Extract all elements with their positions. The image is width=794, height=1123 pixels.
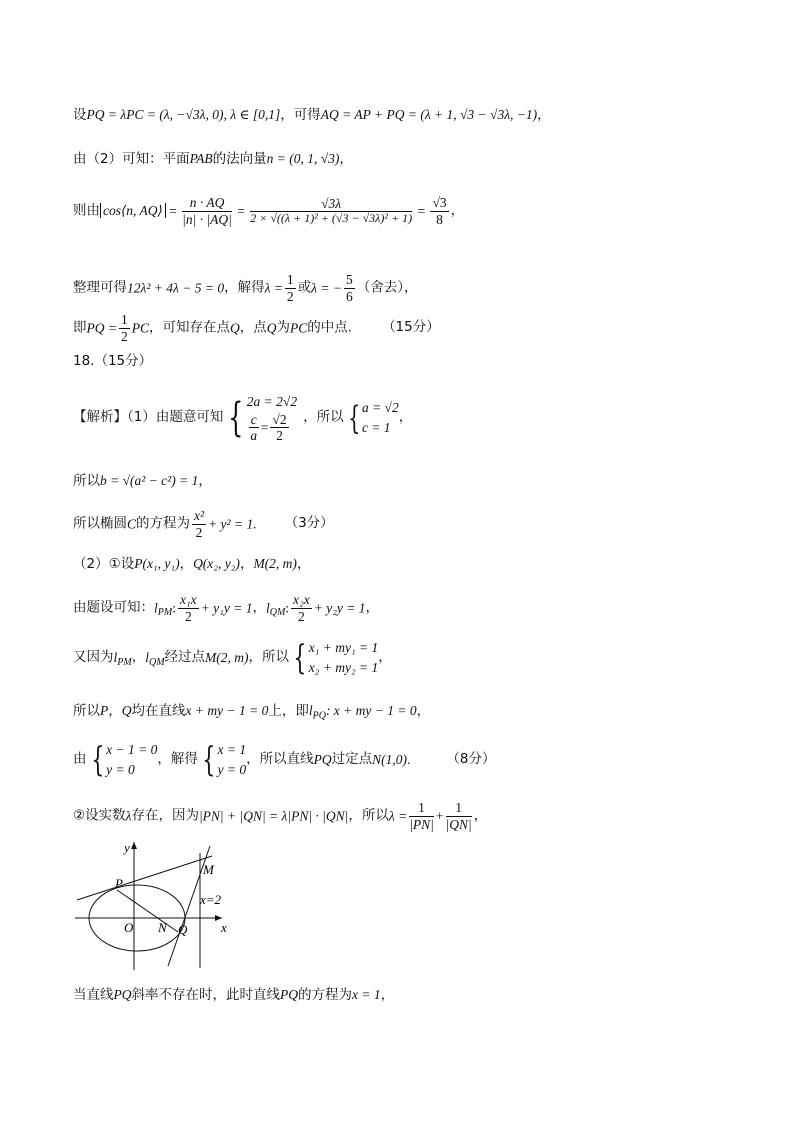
line-2 (73, 152, 353, 167)
line-4 (73, 272, 418, 304)
math-expr: λ = (388, 808, 408, 824)
label-y: y (124, 840, 130, 855)
text: ， (131, 648, 146, 665)
text: 或 (297, 279, 312, 296)
denominator: |PN| (409, 816, 434, 832)
math-expr: + y₁y = 1 (200, 600, 253, 616)
denominator: 6 (346, 288, 353, 304)
math-expr: AQ = AP + PQ = (λ + 1, √3 − √3λ, −1) (320, 107, 538, 122)
denominator: 2 × √((λ + 1)² + (√3 − √3λ)² + 1) (250, 211, 413, 226)
text: （2）①设 (73, 556, 135, 572)
math-expr: x = 1 (352, 987, 381, 1002)
line-15 (73, 800, 487, 832)
math-expr: PQ (313, 751, 332, 767)
equals: = (260, 419, 269, 435)
subscript: PM (117, 656, 132, 668)
text: ， (398, 409, 413, 426)
math-expr: PAB (189, 151, 213, 166)
text: 由题设可知： (73, 599, 154, 616)
label-q: Q (178, 922, 188, 937)
math-expr: λ (125, 808, 132, 824)
math-expr: cos⟨n, AQ⟩ (100, 203, 166, 218)
numerator: x₁x (179, 592, 197, 607)
denominator: |n| · |AQ| (182, 211, 232, 227)
fraction (182, 195, 232, 227)
equation: a = √2 (361, 400, 399, 416)
text: ， (473, 807, 488, 824)
denominator: |QN| (445, 816, 472, 832)
text: ， (252, 599, 266, 616)
math-expr: 12λ² + 4λ − 5 = 0 (127, 280, 225, 296)
text: 又因为 (73, 648, 114, 665)
math-expr: l (265, 600, 270, 616)
math-expr: Q (121, 703, 132, 718)
subscript: PQ (312, 710, 326, 722)
fraction (119, 312, 130, 344)
text: （舍去）， (356, 279, 418, 296)
label-x2: x=2 (200, 892, 222, 907)
text: ， (108, 703, 122, 719)
text: ②设实数 (73, 807, 126, 824)
fraction (249, 412, 259, 444)
label-m: M (203, 862, 214, 877)
text: 所以 (73, 703, 100, 719)
text: 的方程为 (298, 987, 352, 1003)
line-5 (73, 312, 440, 344)
equation: x₁ + my₁ = 1 (308, 640, 379, 655)
line-8 (73, 474, 212, 489)
denominator: 2 (120, 328, 128, 344)
math-expr: x + my − 1 = 0 (185, 703, 269, 718)
text: ， (296, 556, 311, 572)
text: ，解得 (157, 750, 198, 767)
denominator: 2 (184, 608, 192, 624)
text: ，可得 (280, 107, 321, 123)
math-expr: |PN| + |QN| = λ|PN| · |QN| (198, 808, 349, 824)
numerator: x₂x (293, 592, 310, 607)
line-11: 由题设可知：$l_{PM}$: $\frac{\text{x₁x}}{2}$ + y₁y = 1，$l_{QM}$: $\frac{\text{x₂x}}{2}$ + y₂y = 1， (73, 592, 380, 624)
denominator: 2 (276, 428, 283, 444)
line-12: 又因为$l_{PM}$，$l_{QM}$经过点M(2, m)，所以 { x₁ + my₁ = 1 x₂ + my₂ = 1 ， (73, 637, 392, 678)
text: 18.（15分） (73, 353, 153, 369)
score-note: （8分） (446, 750, 496, 767)
text: ， (537, 107, 551, 123)
math-expr: PQ = λPC = (λ, −√3λ, 0), λ ∈ [0,1] (86, 107, 281, 122)
label-n: N (158, 920, 167, 935)
text: 所以椭圆 (73, 515, 127, 532)
equation: 2a = 2√2 (246, 394, 298, 409)
line-10 (73, 557, 310, 572)
subscript: QM (269, 607, 286, 619)
numerator: 1 (120, 312, 128, 327)
text: ，所以 (303, 409, 344, 426)
text: ， (339, 151, 353, 167)
denominator: 2 (286, 288, 294, 304)
line-1 (73, 108, 551, 123)
fraction (291, 592, 312, 624)
fraction (430, 195, 448, 227)
denominator: a (250, 428, 258, 444)
fraction (270, 412, 288, 444)
y-axis-arrow (131, 842, 137, 849)
score-note: （3分） (284, 515, 334, 532)
math-expr: n = (0, 1, √3) (266, 151, 340, 166)
fraction (250, 196, 412, 226)
math-expr: Q (230, 320, 240, 336)
fraction (285, 272, 296, 304)
math-expr: N(1,0) (372, 751, 407, 767)
text: 由（2）可知：平面 (73, 151, 190, 167)
math-expr: λ = − (311, 280, 342, 296)
line-7: 【解析】（1）由题意可知 { 2a = 2√2 $\frac{c}{a}$ = $\frac{√2}{2}$ ，所以 { a = √2 c = 1 ， (73, 394, 413, 444)
math-expr: + y² = 1. (208, 516, 257, 532)
text: 的方程为 (136, 515, 191, 532)
math-expr: Q (266, 320, 277, 336)
text: 过定点 (331, 750, 373, 767)
line-9 (73, 508, 334, 540)
math-expr: PQ (113, 987, 132, 1002)
fraction (446, 800, 472, 832)
text: ，点 (239, 319, 267, 336)
line-16 (73, 988, 394, 1003)
text: ， (179, 556, 194, 572)
math-expr: l (113, 649, 118, 665)
math-expr: l (308, 703, 313, 718)
line-14: 由 { x − 1 = 0 y = 0 ，解得 { x = 1 y = 0 ，所以直线PQ过定点N(1,0). （8分） (73, 739, 496, 780)
equation: x = 1 (217, 742, 247, 757)
numerator: x² (194, 508, 205, 523)
subscript: QM (148, 656, 165, 668)
equation: x − 1 = 0 (106, 742, 158, 757)
text: 【解析】（1）由题意可知 (73, 409, 224, 426)
text: 斜率不存在时，此时直线 (131, 987, 280, 1003)
denominator: 2 (195, 524, 203, 540)
math-expr: C (127, 516, 137, 532)
ellipse-figure (72, 838, 242, 973)
numerator: c (250, 411, 257, 427)
plus: + (435, 808, 444, 824)
text: ，所以直线 (246, 750, 314, 767)
text: 当直线 (73, 987, 114, 1003)
text: ， (380, 987, 395, 1003)
text: 为 (276, 319, 290, 336)
text: ， (416, 703, 431, 719)
numerator: n · AQ (182, 195, 232, 212)
text: 所以 (73, 473, 100, 489)
text: 由 (73, 750, 87, 767)
text: ， (239, 556, 254, 572)
math-expr: M(2, m) (253, 556, 297, 571)
math-expr: + y₂y = 1 (313, 600, 366, 616)
math-expr: PQ (280, 987, 298, 1002)
math-expr: PC (131, 320, 149, 336)
math-expr: M(2, m) (205, 649, 249, 665)
fraction (344, 272, 355, 304)
label-p: P (115, 876, 123, 891)
math-expr: Q(x₂, y₂) (193, 556, 240, 571)
text: 则由 (73, 202, 100, 219)
equation: y = 0 (217, 761, 247, 777)
text: 整理可得 (73, 279, 127, 296)
text: 上，即 (268, 703, 309, 719)
text: 经过点 (164, 648, 206, 665)
label-o: O (124, 920, 134, 935)
numerator: √3 (432, 195, 447, 210)
text: ， (198, 473, 212, 489)
text: 存在，因为 (131, 807, 199, 824)
math-expr: l (154, 600, 158, 616)
equation-system (247, 392, 297, 444)
numerator: 5 (346, 272, 353, 287)
text: ， (378, 648, 392, 665)
text: 均在直线 (131, 703, 186, 719)
score-note: （15分） (382, 319, 440, 336)
line-6-problem-number (73, 355, 152, 369)
text: 设 (73, 107, 87, 123)
equation-system (309, 638, 379, 677)
denominator: 8 (436, 211, 443, 227)
math-expr: P(x₁, y₁) (134, 556, 180, 571)
math-expr: PC (290, 320, 308, 336)
text: ，所以 (348, 807, 389, 824)
text: 的中点. (307, 319, 353, 336)
math-expr: : x + my − 1 = 0 (325, 703, 417, 718)
equation: c = 1 (361, 419, 391, 435)
numerator: √3λ (250, 196, 412, 213)
numerator: √2 (272, 411, 287, 427)
text: ，所以 (248, 648, 290, 665)
numerator: 1 (409, 800, 434, 817)
math-expr: PQ = (86, 320, 117, 336)
numerator: 1 (446, 800, 472, 817)
text: 即 (73, 319, 87, 336)
line-pm (77, 856, 212, 900)
label-x: x (221, 920, 227, 935)
equation: x₂ + my₂ = 1 (308, 659, 379, 675)
equation-system (362, 398, 399, 437)
subscript: PM (157, 607, 173, 619)
period: . (406, 751, 411, 767)
text: ，解得 (224, 279, 265, 296)
text: ， (450, 202, 465, 219)
line-3: 则由 cos⟨n, AQ⟩ = $\frac{n \cdot AQ}{|n| \cdot |AQ|}$ = $\frac{√3\lambda}{\text{2 × √((λ + 1)² + (√3 − √3λ)² + 1)}}$ = $\frac{√3}{8}$ ， (73, 195, 465, 227)
text: ， (365, 599, 380, 616)
fraction (409, 800, 434, 832)
fraction (178, 592, 199, 624)
math-expr: P (100, 703, 109, 718)
line-13 (73, 704, 430, 722)
fraction (192, 508, 206, 540)
equation: y = 0 (106, 761, 135, 777)
equation-system (218, 740, 247, 779)
math-expr: λ = (264, 280, 283, 296)
equation-system (106, 740, 157, 779)
text: 的法向量 (212, 151, 267, 167)
math-expr: l (145, 649, 149, 665)
text: ，可知存在点 (149, 319, 230, 336)
denominator: 2 (298, 608, 305, 624)
numerator: 1 (286, 272, 294, 287)
math-expr: b = √(a² − c²) = 1 (100, 473, 199, 488)
